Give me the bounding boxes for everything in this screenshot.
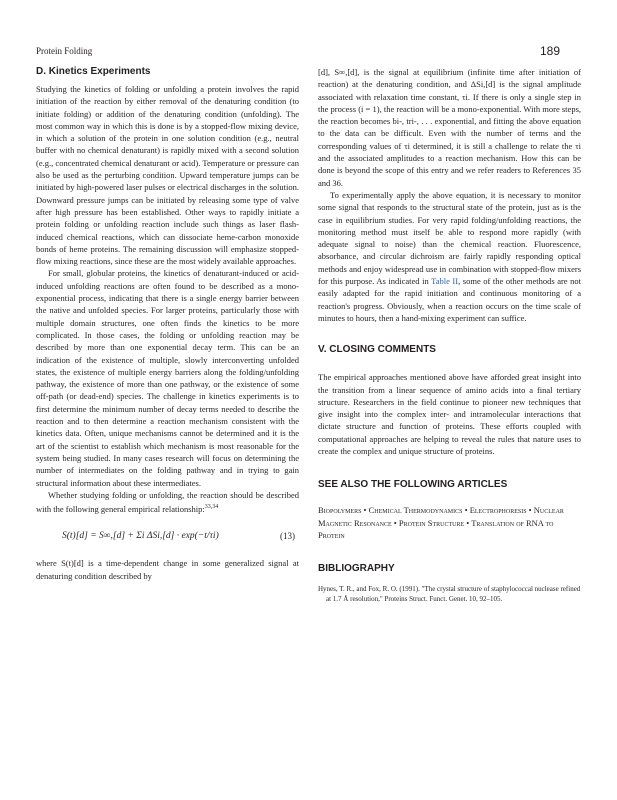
paragraph (36, 489, 299, 515)
citation-superscript: 33,34 (204, 504, 219, 511)
right-column (318, 66, 581, 604)
equation-number: (13) (280, 531, 295, 542)
paragraph: where S(t)[d] is a time-dependent change in some generalized signal at denaturing condition described by (36, 558, 299, 581)
paragraph-text: Whether studying folding or unfolding, the reaction should be described with the following general empirical relationship: (36, 489, 299, 514)
running-title: Protein Folding (36, 46, 93, 56)
equation-body: S(t)[d] = S∞,[d] + Σi ΔSi,[d] · exp(−t/τi) (62, 531, 219, 542)
section-title-see-also: SEE ALSO THE FOLLOWING ARTICLES (318, 479, 508, 491)
section-title-closing: V. CLOSING COMMENTS (318, 344, 436, 356)
paragraph: Studying the kinetics of folding or unfolding a protein involves the rapid initiation of the reaction by either removal of the denaturing condition (to initiate folding) or addition of the denaturing condition (unfolding). The most common way in which this is done is by a stopped-flow mixing device, in which a solution of the protein in one solution condition (e.g., neutral buffer with no chemical denaturant) is rapidly mixed with a second solution (e.g., concentrated chemical denaturant or acid). Temperature or pressure can also be used as the perturbing condition. Upward temperature jumps can be initiated by high-powered laser pulses or electrical discharges in the solution. Downward pressure jumps can be initiated by releasing some type of valve after high pressure has been established. Other ways to rapidly initiate a protein folding or unfolding reaction include such things as laser flash-induced chemical reactions, which can dissociate heme-carbon monoxide bonds of heme proteins. The remaining discussion will emphasize stopped-flow mixing reactions, since these are the most widely available approaches. (36, 84, 299, 267)
paragraph-text: , some of the other methods are not easily adapted for the rapid initiation and continuous monitoring of a reaction's progress. Obviously, when a reaction occurs on the time scale of minutes to hours, then a hand-mixing experiment can suffice. (318, 276, 581, 323)
paragraph-text: To experimentally apply the above equation, it is necessary to monitor some signal that responds to the structural state of the protein, just as is the case in equilibrium studies. For very rapid folding/unfolding reactions, the monitoring method must itself be able to respond more rapidly (with adequate signal to noise) than the chemical reaction. Fluorescence, absorbance, and circular dichroism are fairly rapidly responding optical methods and enjoy widespread use in combination with stopped-flow mixers for this purpose. As indicated in (318, 189, 581, 287)
bibliography-entry: Hynes, T. R., and Fox, R. O. (1991). "The crystal structure of staphylococcal nuclease refined at 1.7 Å resolution," Proteins Struct. Funct. Genet. 10, 92–105. (318, 585, 581, 604)
table-ii-link[interactable]: Table II (431, 276, 459, 287)
section-title-kinetics: D. Kinetics Experiments (36, 66, 151, 77)
see-also-list: Biopolymers • Chemical Thermodynamics • Electrophoresis • Nuclear Magnetic Resonance • Protein Structure • Translation of RNA to Protein (318, 505, 564, 540)
left-column (36, 66, 299, 582)
paragraph: The empirical approaches mentioned above have afforded great insight into the transition from a linear sequence of amino acids into a final tertiary structure. Researchers in the field continue to pioneer new techniques that give insight into the complex inter- and intramolecular interactions that dictate structure and function of proteins. These efforts coupled with computational approaches are helping to reveal the rules that nature uses to create the complex and unique structure of proteins. (318, 372, 581, 457)
equation (36, 531, 299, 541)
paragraph: [d], S∞,[d], is the signal at equilibrium (infinite time after initiation of reaction) at the denaturing condition, and ΔSi,[d] is the signal amplitude associated with relaxation time constant, τi. If there is only a single step in the process (i = 1), the reaction will be a mono-exponential. With more steps, the reaction becomes bi-, tri-, . . . exponential, and fitting the above equation to the data can be difficult. Even with the number of terms and the corresponding values of τi determined, it is still a challenge to relate the τi and the associated amplitudes to a reaction mechanism. How this can be done is beyond the scope of this entry and we refer readers to References 35 and 36. (318, 67, 581, 188)
section-title-bibliography: BIBLIOGRAPHY (318, 563, 395, 575)
paragraph: For small, globular proteins, the kinetics of denaturant-induced or acid-induced unfolding reactions are often found to be described as a mono-exponential process, indicating that there is a single energy barrier between the native and unfolded species. For larger proteins, particularly those with multiple domain structures, one often finds the kinetics to be more complicated. In those cases, the folding or unfolding reaction may be described by more than one exponential decay term. This can be an indication of the existence of multiple, slowly interconverting unfolded states, the existence of multiple energy barriers along the folding/unfolding pathway, the existence of more than one pathway, or the existence of some off-path (or dead-end) species. The challenge in kinetics experiments is to first determine the minimum number of decay terms needed to describe the reaction and to then determine a reaction mechanism consistent with the kinetics data. Often, unique mechanisms cannot be determined and it is the art of the scientist to establish which mechanism is most reasonable for the system being studied. In many cases research will focus on determining the number of intermediates on the folding pathway and in trying to gain structural information about these intermediates. (36, 268, 299, 488)
paragraph (318, 189, 581, 324)
page-number: 189 (540, 44, 561, 58)
